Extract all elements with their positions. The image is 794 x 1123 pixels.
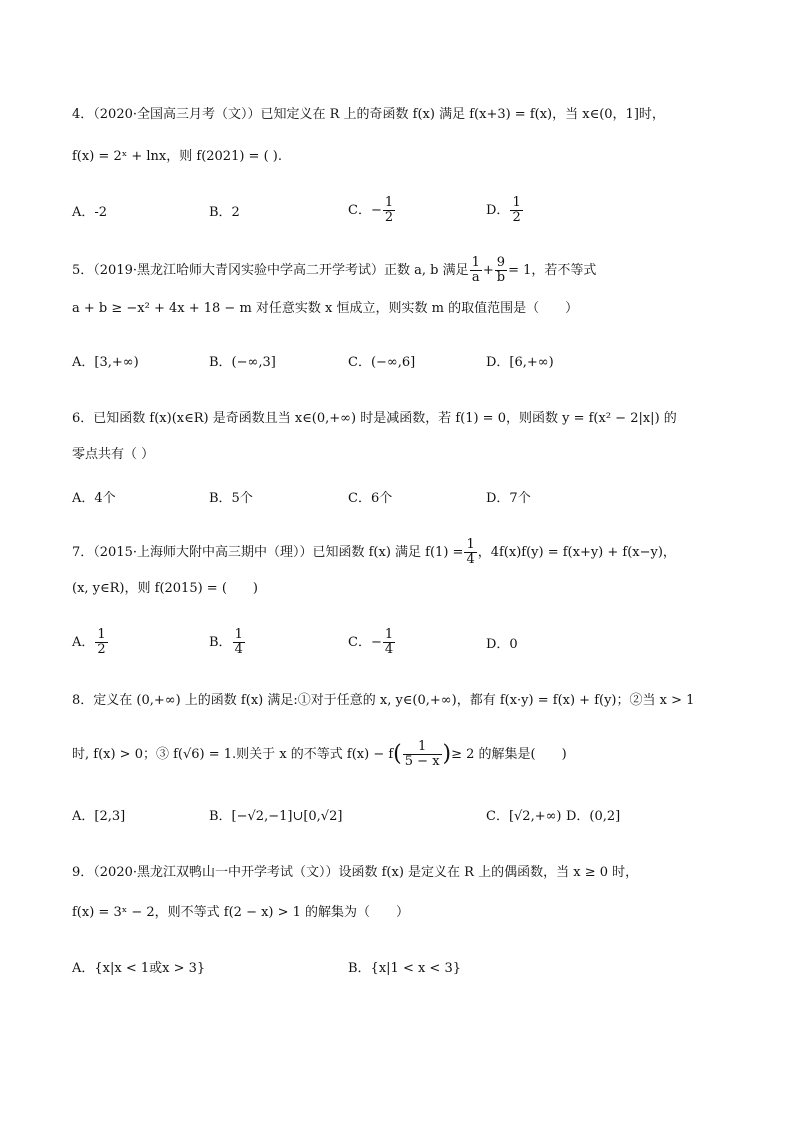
denominator: 5 − x	[404, 754, 440, 769]
q4-option-c-fraction	[383, 196, 395, 225]
denominator: 2	[97, 642, 106, 657]
left-paren: (	[393, 741, 402, 767]
q7-option-b	[209, 628, 246, 657]
q4-option-d	[486, 196, 524, 225]
q7-option-a-label: A．	[72, 635, 95, 650]
q7-line2: (x, y∈R)，则 f(2015) = ( )	[72, 581, 258, 596]
denominator: a	[470, 270, 482, 285]
q8-line1: 8．定义在 (0,+∞) 上的函数 f(x) 满足:①对于任意的 x, y∈(0,+∞)，都有 f(x·y) = f(x) + f(y)；②当 x > 1	[72, 693, 695, 708]
q8-line2	[72, 740, 732, 769]
q4-option-d-label: D．	[486, 203, 510, 218]
numerator: 1	[384, 627, 394, 642]
q7-option-a-fraction	[95, 628, 107, 657]
q8-option-b: B．[−√2,−1]∪[0,√2]	[209, 809, 343, 824]
q6-option-d: D．7个	[486, 491, 531, 506]
q5-option-c: C．(−∞,6]	[348, 355, 416, 370]
q7-option-b-label: B．	[209, 635, 232, 650]
q7-fraction	[464, 538, 476, 567]
q4-option-b: B．2	[209, 205, 240, 220]
q7-line1-start: 7．（2015·上海师大附中高三期中（理））已知函数 f(x) 满足 f(1) =	[72, 545, 464, 560]
q4-option-c-label: C．−	[348, 203, 382, 218]
q5-line1-end: = 1，若不等式	[508, 263, 597, 278]
q5-line1	[72, 256, 732, 285]
q4-line2: f(x) = 2ˣ + lnx，则 f(2021) = ( ).	[72, 149, 282, 164]
q9-line1: 9．（2020·黑龙江双鸭山一中开学考试（文））设函数 f(x) 是定义在 R 上的偶函数，当 x ≥ 0 时，	[72, 865, 639, 880]
denominator: 2	[512, 210, 521, 225]
denominator: b	[496, 270, 506, 285]
right-paren: )	[442, 741, 452, 767]
numerator: 1	[97, 627, 106, 642]
numerator: 1	[471, 255, 480, 270]
q5-fraction-1	[470, 256, 482, 285]
q5-fraction-2	[495, 256, 507, 285]
numerator: 9	[496, 255, 506, 270]
q5-option-a: A．[3,+∞)	[72, 355, 139, 370]
q4-option-c	[348, 196, 396, 225]
q7-line1	[72, 538, 732, 567]
q5-line1-start: 5．（2019·黑龙江哈师大青冈实验中学高二开学考试）正数 a, b 满足	[72, 263, 469, 278]
denominator: 4	[384, 642, 394, 657]
denominator: 4	[466, 552, 475, 567]
numerator: 1	[466, 537, 475, 552]
q8-line2-end: ≥ 2 的解集是( )	[451, 747, 567, 762]
q7-line1-end: ，4f(x)f(y) = f(x+y) + f(x−y)，	[477, 545, 676, 560]
q9-line2: f(x) = 3ˣ − 2，则不等式 f(2 − x) > 1 的解集为（ ）	[72, 905, 410, 920]
numerator: 1	[384, 195, 394, 210]
q6-option-b: B．5个	[209, 491, 253, 506]
numerator: 1	[512, 195, 521, 210]
numerator: 1	[418, 739, 427, 754]
q8-option-d: D．(0,2]	[566, 809, 621, 824]
q5-option-d: D．[6,+∞)	[486, 355, 554, 370]
q6-option-a: A．4个	[72, 491, 116, 506]
q7-option-c-label: C．−	[348, 635, 382, 650]
q5-line2: a + b ≥ −x² + 4x + 18 − m 对任意实数 x 恒成立，则实数 m 的取值范围是（ ）	[72, 301, 579, 316]
q7-option-d: D．0	[486, 637, 518, 652]
q6-line2: 零点共有（ ）	[72, 447, 155, 462]
plus-sign: +	[482, 263, 494, 278]
q7-option-a	[72, 628, 109, 657]
denominator: 4	[234, 642, 243, 657]
q6-line1: 6．已知函数 f(x)(x∈R) 是奇函数且当 x∈(0,+∞) 时是减函数，若 f(1) = 0，则函数 y = f(x² − 2|x|) 的	[72, 411, 677, 426]
q7-option-b-fraction	[233, 628, 245, 657]
q5-option-b: B．(−∞,3]	[209, 355, 276, 370]
denominator: 2	[384, 210, 394, 225]
q7-option-c	[348, 628, 396, 657]
q9-option-b: B．{x|1 < x < 3}	[348, 961, 461, 976]
q9-option-a: A．{x|x < 1或x > 3}	[72, 961, 206, 976]
q6-option-c: C．6个	[348, 491, 393, 506]
numerator: 1	[234, 627, 243, 642]
q4-option-d-fraction	[510, 196, 522, 225]
q7-option-c-fraction	[383, 628, 395, 657]
q4-line1: 4．（2020·全国高三月考（文））已知定义在 R 上的奇函数 f(x) 满足 f(x+3) = f(x)，当 x∈(0，1]时，	[72, 107, 665, 122]
q8-line2-start: 时, f(x) > 0；③ f(√6) = 1.则关于 x 的不等式 f(x) − f	[72, 747, 394, 762]
q8-fraction	[403, 740, 442, 769]
q4-option-a: A．-2	[72, 205, 108, 220]
q8-option-a: A．[2,3]	[72, 809, 126, 824]
q8-option-c: C．[√2,+∞)	[486, 809, 562, 824]
